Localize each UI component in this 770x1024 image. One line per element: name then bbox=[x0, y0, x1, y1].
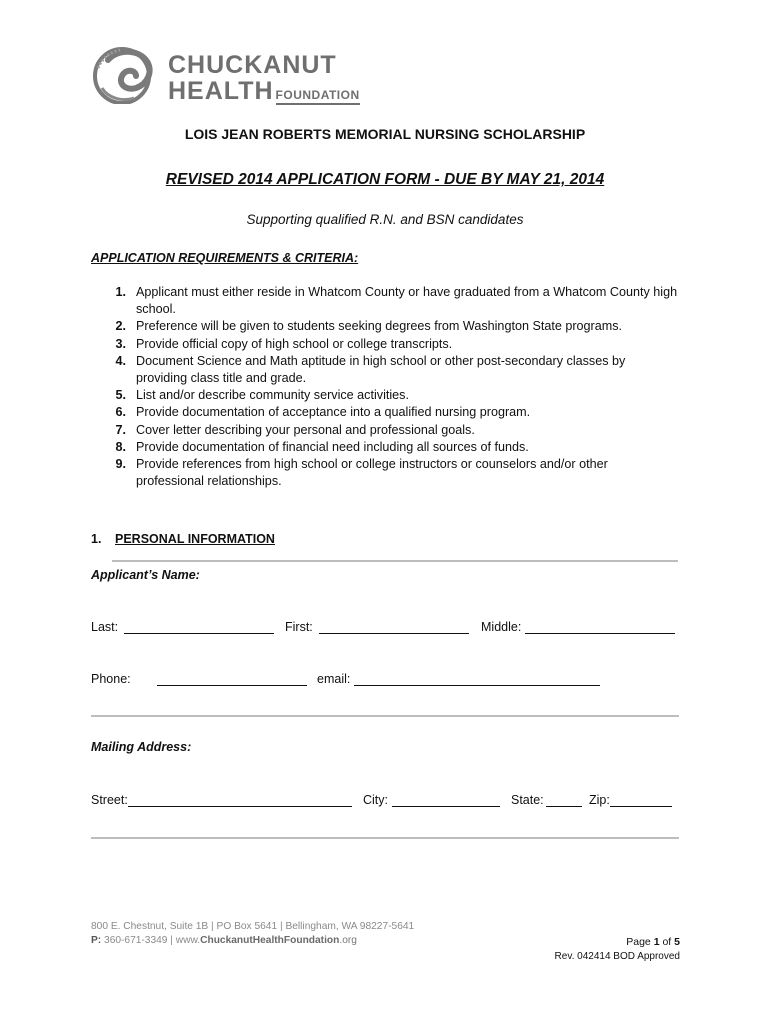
form-subtitle: Supporting qualified R.N. and BSN candidates bbox=[246, 212, 524, 227]
page-number bbox=[626, 936, 680, 948]
requirement-item bbox=[108, 284, 678, 318]
requirement-item bbox=[108, 456, 678, 490]
requirement-text: List and/or describe community service activities. bbox=[136, 388, 409, 403]
logo-text-foundation: FOUNDATION bbox=[276, 88, 360, 105]
section-personal-information-heading bbox=[91, 532, 275, 546]
street-label: Street: bbox=[91, 793, 128, 807]
email-field bbox=[317, 672, 600, 686]
page-current: 1 bbox=[653, 936, 660, 948]
logo-text-health-foundation bbox=[168, 78, 360, 108]
requirement-item bbox=[108, 439, 678, 456]
phone-input-line[interactable] bbox=[157, 672, 307, 686]
requirement-number: 8. bbox=[115, 439, 126, 454]
footer-website-tld: .org bbox=[339, 935, 357, 946]
requirements-list bbox=[108, 284, 678, 490]
footer-contact-line bbox=[91, 934, 414, 948]
first-name-input-line[interactable] bbox=[319, 620, 469, 634]
street-input-line[interactable] bbox=[128, 793, 352, 807]
section-label: PERSONAL INFORMATION bbox=[115, 532, 275, 546]
requirement-text: Provide references from high school or college instructors or counselors and/or other professional relationships. bbox=[136, 457, 608, 489]
requirement-item bbox=[108, 336, 678, 353]
city-field bbox=[363, 793, 500, 807]
middle-name-input-line[interactable] bbox=[525, 620, 675, 634]
mailing-address-label: Mailing Address: bbox=[91, 740, 192, 754]
footer-phone-label: P: bbox=[91, 935, 102, 946]
requirement-text: Provide documentation of acceptance into a qualified nursing program. bbox=[136, 405, 531, 420]
requirement-item bbox=[108, 353, 678, 387]
page-label: Page bbox=[626, 936, 651, 948]
state-label: State: bbox=[511, 793, 544, 807]
last-name-field bbox=[91, 620, 274, 634]
requirement-number: 5. bbox=[115, 388, 126, 403]
footer-address bbox=[91, 920, 414, 948]
state-field bbox=[511, 793, 582, 807]
requirement-text: Provide official copy of high school or college transcripts. bbox=[136, 336, 453, 351]
requirement-item bbox=[108, 404, 678, 421]
zip-input-line[interactable] bbox=[610, 793, 672, 807]
phone-label: Phone: bbox=[91, 672, 131, 686]
requirement-number: 2. bbox=[115, 319, 126, 334]
revision-note: Rev. 042414 BOD Approved bbox=[554, 951, 680, 962]
form-title bbox=[0, 171, 770, 189]
requirement-text: Document Science and Math aptitude in high school or other post-secondary classes by providing class title and grade. bbox=[136, 353, 626, 386]
street-field bbox=[91, 793, 352, 807]
last-name-input-line[interactable] bbox=[124, 620, 274, 634]
scholarship-title: LOIS JEAN ROBERTS MEMORIAL NURSING SCHOLARSHIP bbox=[184, 126, 586, 142]
form-title-text: REVISED 2014 APPLICATION FORM - DUE BY MAY 21, 2014 bbox=[165, 171, 605, 188]
requirement-text: Provide documentation of financial need including all sources of funds. bbox=[136, 439, 529, 454]
divider bbox=[112, 560, 678, 562]
foundation-logo-mark-icon bbox=[88, 44, 160, 104]
phone-field bbox=[91, 672, 307, 686]
logo-text-health: HEALTH bbox=[168, 77, 274, 105]
middle-name-label: Middle: bbox=[481, 620, 522, 634]
requirement-number: 1. bbox=[115, 285, 126, 299]
applicant-name-label: Applicant’s Name: bbox=[91, 568, 200, 582]
page-of: of bbox=[662, 936, 672, 948]
requirement-number: 7. bbox=[115, 422, 126, 437]
zip-field bbox=[589, 793, 672, 807]
city-input-line[interactable] bbox=[392, 793, 500, 807]
logo-text-chuckanut: CHUCKANUT bbox=[168, 51, 337, 79]
last-name-label: Last: bbox=[91, 620, 119, 634]
footer-website[interactable] bbox=[200, 935, 357, 946]
requirement-number: 6. bbox=[115, 405, 126, 420]
requirement-item bbox=[108, 318, 678, 335]
state-input-line[interactable] bbox=[546, 793, 582, 807]
requirement-number: 3. bbox=[115, 336, 126, 351]
section-number: 1. bbox=[91, 532, 102, 546]
divider bbox=[91, 715, 679, 717]
requirement-item bbox=[108, 387, 678, 404]
first-name-label: First: bbox=[285, 620, 313, 634]
footer-website-name: ChuckanutHealthFoundation bbox=[200, 935, 340, 946]
city-label: City: bbox=[363, 793, 388, 807]
requirement-number: 4. bbox=[115, 353, 126, 368]
first-name-field bbox=[285, 620, 469, 634]
footer-street-address: 800 E. Chestnut, Suite 1B | PO Box 5641 | Bellingham, WA 98227-5641 bbox=[91, 921, 415, 932]
zip-label: Zip: bbox=[589, 793, 610, 807]
requirement-number: 9. bbox=[115, 457, 126, 472]
requirement-text: Cover letter describing your personal and professional goals. bbox=[136, 422, 475, 437]
email-label: email: bbox=[317, 672, 351, 686]
footer-phone: 360-671-3349 | www. bbox=[104, 935, 201, 946]
middle-name-field bbox=[481, 620, 675, 634]
requirement-text: Applicant must either reside in Whatcom County or have graduated from a Whatcom County high school. bbox=[136, 285, 678, 317]
requirement-text: Preference will be given to students seeking degrees from Washington State programs. bbox=[136, 319, 623, 334]
email-input-line[interactable] bbox=[354, 672, 600, 686]
requirements-heading: APPLICATION REQUIREMENTS & CRITERIA: bbox=[91, 251, 359, 265]
page-total: 5 bbox=[674, 936, 680, 948]
requirement-item bbox=[108, 422, 678, 439]
divider bbox=[91, 837, 679, 839]
